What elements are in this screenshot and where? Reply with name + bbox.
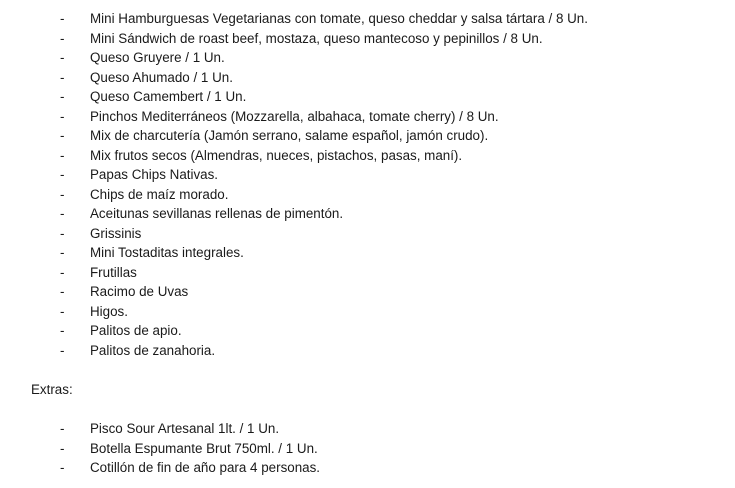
list-item-text: Queso Camembert / 1 Un.	[90, 89, 247, 104]
list-item	[0, 165, 735, 185]
list-item	[0, 458, 735, 478]
dash-bullet: -	[60, 323, 65, 338]
dash-bullet: -	[60, 225, 65, 241]
list-item-text: Botella Espumante Brut 750ml. / 1 Un.	[90, 440, 318, 456]
dash-bullet: -	[60, 50, 65, 65]
list-item-text: Palitos de apio.	[90, 323, 182, 338]
list-item	[0, 321, 735, 341]
dash-bullet: -	[60, 245, 65, 260]
list-item	[0, 29, 735, 49]
dash-bullet: -	[60, 108, 65, 124]
list-item-text: Chips de maíz morado.	[90, 186, 229, 202]
list-item-text: Cotillón de fin de año para 4 personas.	[90, 460, 321, 475]
extras-heading: Extras:	[31, 382, 73, 397]
dash-bullet: -	[60, 342, 65, 358]
dash-bullet: -	[60, 11, 65, 26]
dash-bullet: -	[60, 264, 65, 280]
list-item	[0, 87, 735, 107]
list-item-text: Mini Sándwich de roast beef, mostaza, queso mantecoso y pepinillos / 8 Un.	[90, 30, 543, 46]
list-item	[0, 146, 735, 166]
dash-bullet: -	[60, 30, 65, 46]
list-item	[0, 48, 735, 68]
dash-bullet: -	[60, 128, 65, 143]
list-item-text: Queso Gruyere / 1 Un.	[90, 50, 225, 65]
dash-bullet: -	[60, 421, 65, 436]
list-item-text: Mix frutos secos (Almendras, nueces, pistachos, pasas, maní).	[90, 147, 463, 163]
list-item-text: Frutillas	[90, 264, 137, 280]
list-item-text: Papas Chips Nativas.	[90, 167, 219, 182]
list-item	[0, 68, 735, 88]
list-item	[0, 9, 735, 29]
dash-bullet: -	[60, 186, 65, 202]
extras-list	[0, 419, 735, 478]
dash-bullet: -	[60, 167, 65, 182]
list-item-text: Mix de charcutería (Jamón serrano, salame español, jamón crudo).	[90, 128, 489, 143]
list-item	[0, 204, 735, 224]
list-item	[0, 419, 735, 439]
dash-bullet: -	[60, 440, 65, 456]
list-item-text: Queso Ahumado / 1 Un.	[90, 69, 233, 85]
dash-bullet: -	[60, 206, 65, 221]
list-item-text: Mini Hamburguesas Vegetarianas con tomate, queso cheddar y salsa tártara / 8 Un.	[90, 11, 588, 26]
list-item-text: Palitos de zanahoria.	[90, 342, 216, 358]
list-item-text: Pinchos Mediterráneos (Mozzarella, albahaca, tomate cherry) / 8 Un.	[90, 108, 499, 124]
list-item-text: Racimo de Uvas	[90, 284, 189, 299]
list-item	[0, 282, 735, 302]
dash-bullet: -	[60, 69, 65, 85]
list-item	[0, 243, 735, 263]
list-item	[0, 126, 735, 146]
list-item-text: Grissinis	[90, 225, 142, 241]
dash-bullet: -	[60, 460, 65, 475]
list-item	[0, 439, 735, 459]
dash-bullet: -	[60, 303, 65, 319]
list-item-text: Mini Tostaditas integrales.	[90, 245, 244, 260]
list-item	[0, 341, 735, 361]
list-item-text: Higos.	[90, 303, 128, 319]
dash-bullet: -	[60, 147, 65, 163]
dash-bullet: -	[60, 284, 65, 299]
list-item-text: Pisco Sour Artesanal 1lt. / 1 Un.	[90, 421, 280, 436]
list-item	[0, 107, 735, 127]
list-item	[0, 263, 735, 283]
list-item	[0, 224, 735, 244]
menu-items-list	[0, 9, 735, 360]
list-item	[0, 185, 735, 205]
dash-bullet: -	[60, 89, 65, 104]
list-item	[0, 302, 735, 322]
list-item-text: Aceitunas sevillanas rellenas de pimentón.	[90, 206, 344, 221]
